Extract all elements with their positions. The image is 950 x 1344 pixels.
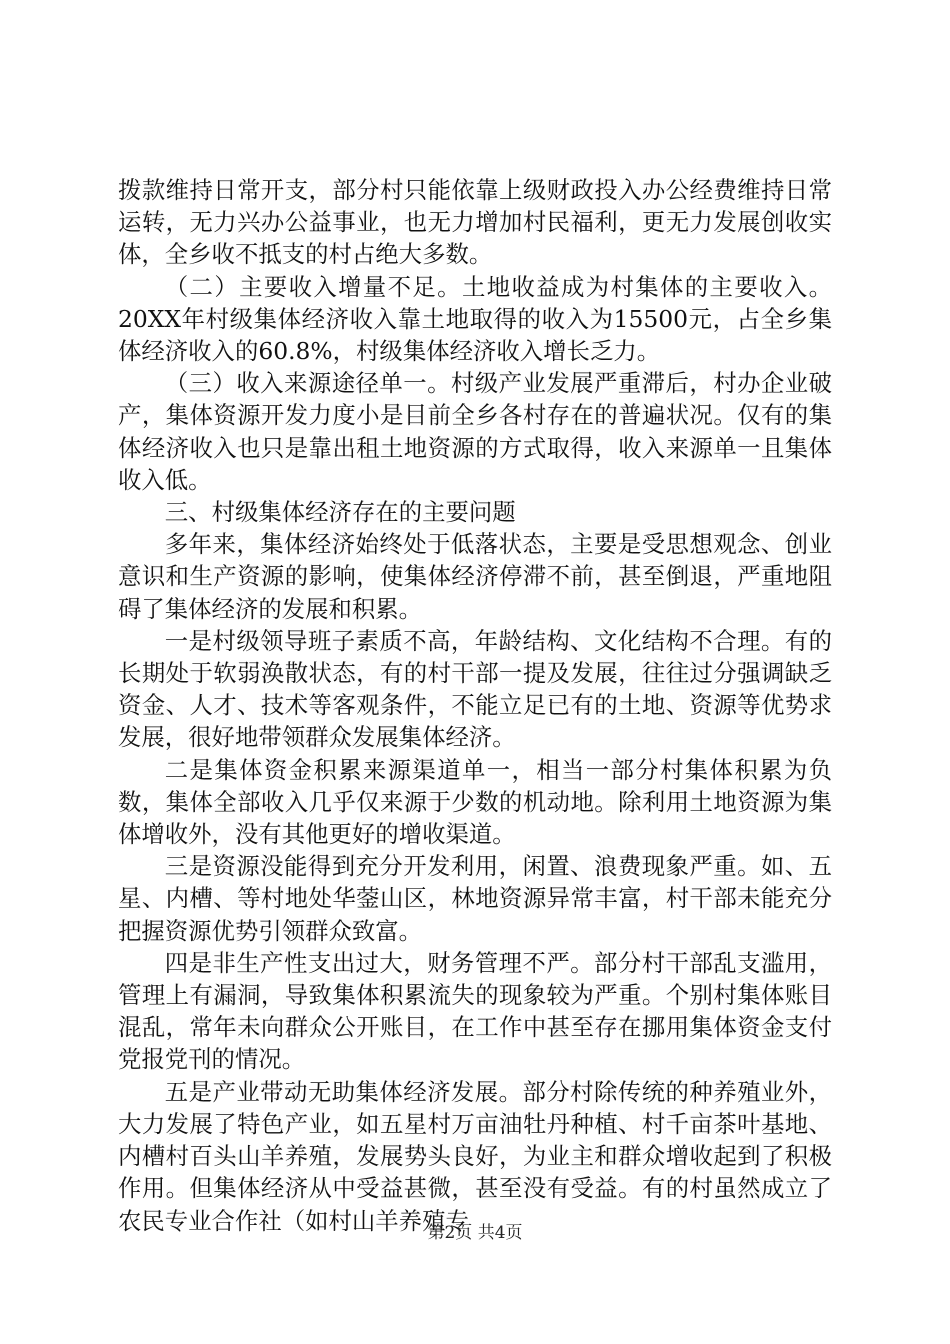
paragraph-2: （二）主要收入增量不足。土地收益成为村集体的主要收入。20XX年村级集体经济收入靠土地取得的收入为15500元，占全乡集体经济收入的60.8%，村级集体经济收入增长乏力。 bbox=[118, 272, 832, 366]
paragraph-8: 四是非生产性支出过大，财务管理不严。部分村干部乱支滥用，管理上有漏洞，导致集体积累流失的现象较为严重。个别村集体账目混乱，常年未向群众公开账目，在工作中甚至存在挪用集体资金支付党报党刊的情况。 bbox=[118, 948, 832, 1074]
page-number: 第2页 共4页 bbox=[427, 1223, 523, 1243]
paragraph-1: 拨款维持日常开支，部分村只能依靠上级财政投入办公经费维持日常运转，无力兴办公益事业，也无力增加村民福利，更无力发展创收实体，全乡收不抵支的村占绝大多数。 bbox=[118, 176, 832, 269]
paragraph-4: 多年来，集体经济始终处于低落状态，主要是受思想观念、创业意识和生产资源的影响，使集体经济停滞不前，甚至倒退，严重地阻碍了集体经济的发展和积累。 bbox=[118, 530, 832, 623]
document-body bbox=[118, 174, 832, 1237]
paragraph-6: 二是集体资金积累来源渠道单一，相当一部分村集体积累为负数，集体全部收入几乎仅来源于少数的机动地。除利用土地资源为集体增收外，没有其他更好的增收渠道。 bbox=[118, 755, 832, 849]
paragraph-5: 一是村级领导班子素质不高，年龄结构、文化结构不合理。有的长期处于软弱涣散状态，有的村干部一提及发展，往往过分强调缺乏资金、人才、技术等客观条件，不能立足已有的土地、资源等优势求发展，很好地带领群众发展集体经济。 bbox=[118, 626, 832, 752]
paragraph-3: （三）收入来源途径单一。村级产业发展严重滞后，村办企业破产，集体资源开发力度小是目前全乡各村存在的普遍状况。仅有的集体经济收入也只是靠出租土地资源的方式取得，收入来源单一且集体收入低。 bbox=[118, 369, 832, 494]
section-heading: 三、村级集体经济存在的主要问题 bbox=[164, 498, 516, 527]
paragraph-9: 五是产业带动无助集体经济发展。部分村除传统的种养殖业外，大力发展了特色产业，如五星村万亩油牡丹种植、村千亩茶叶基地、内槽村百头山羊养殖，发展势头良好，为业主和群众增收起到了积极作用。但集体经济从中受益甚微，甚至没有受益。有的村虽然成立了农民专业合作社（如村山羊养殖专 bbox=[118, 1077, 832, 1235]
page-footer bbox=[0, 1218, 950, 1243]
paragraph-7: 三是资源没能得到充分开发利用，闲置、浪费现象严重。如、五星、内槽、等村地处华蓥山区，林地资源异常丰富，村干部未能充分把握资源优势引领群众致富。 bbox=[118, 852, 832, 945]
